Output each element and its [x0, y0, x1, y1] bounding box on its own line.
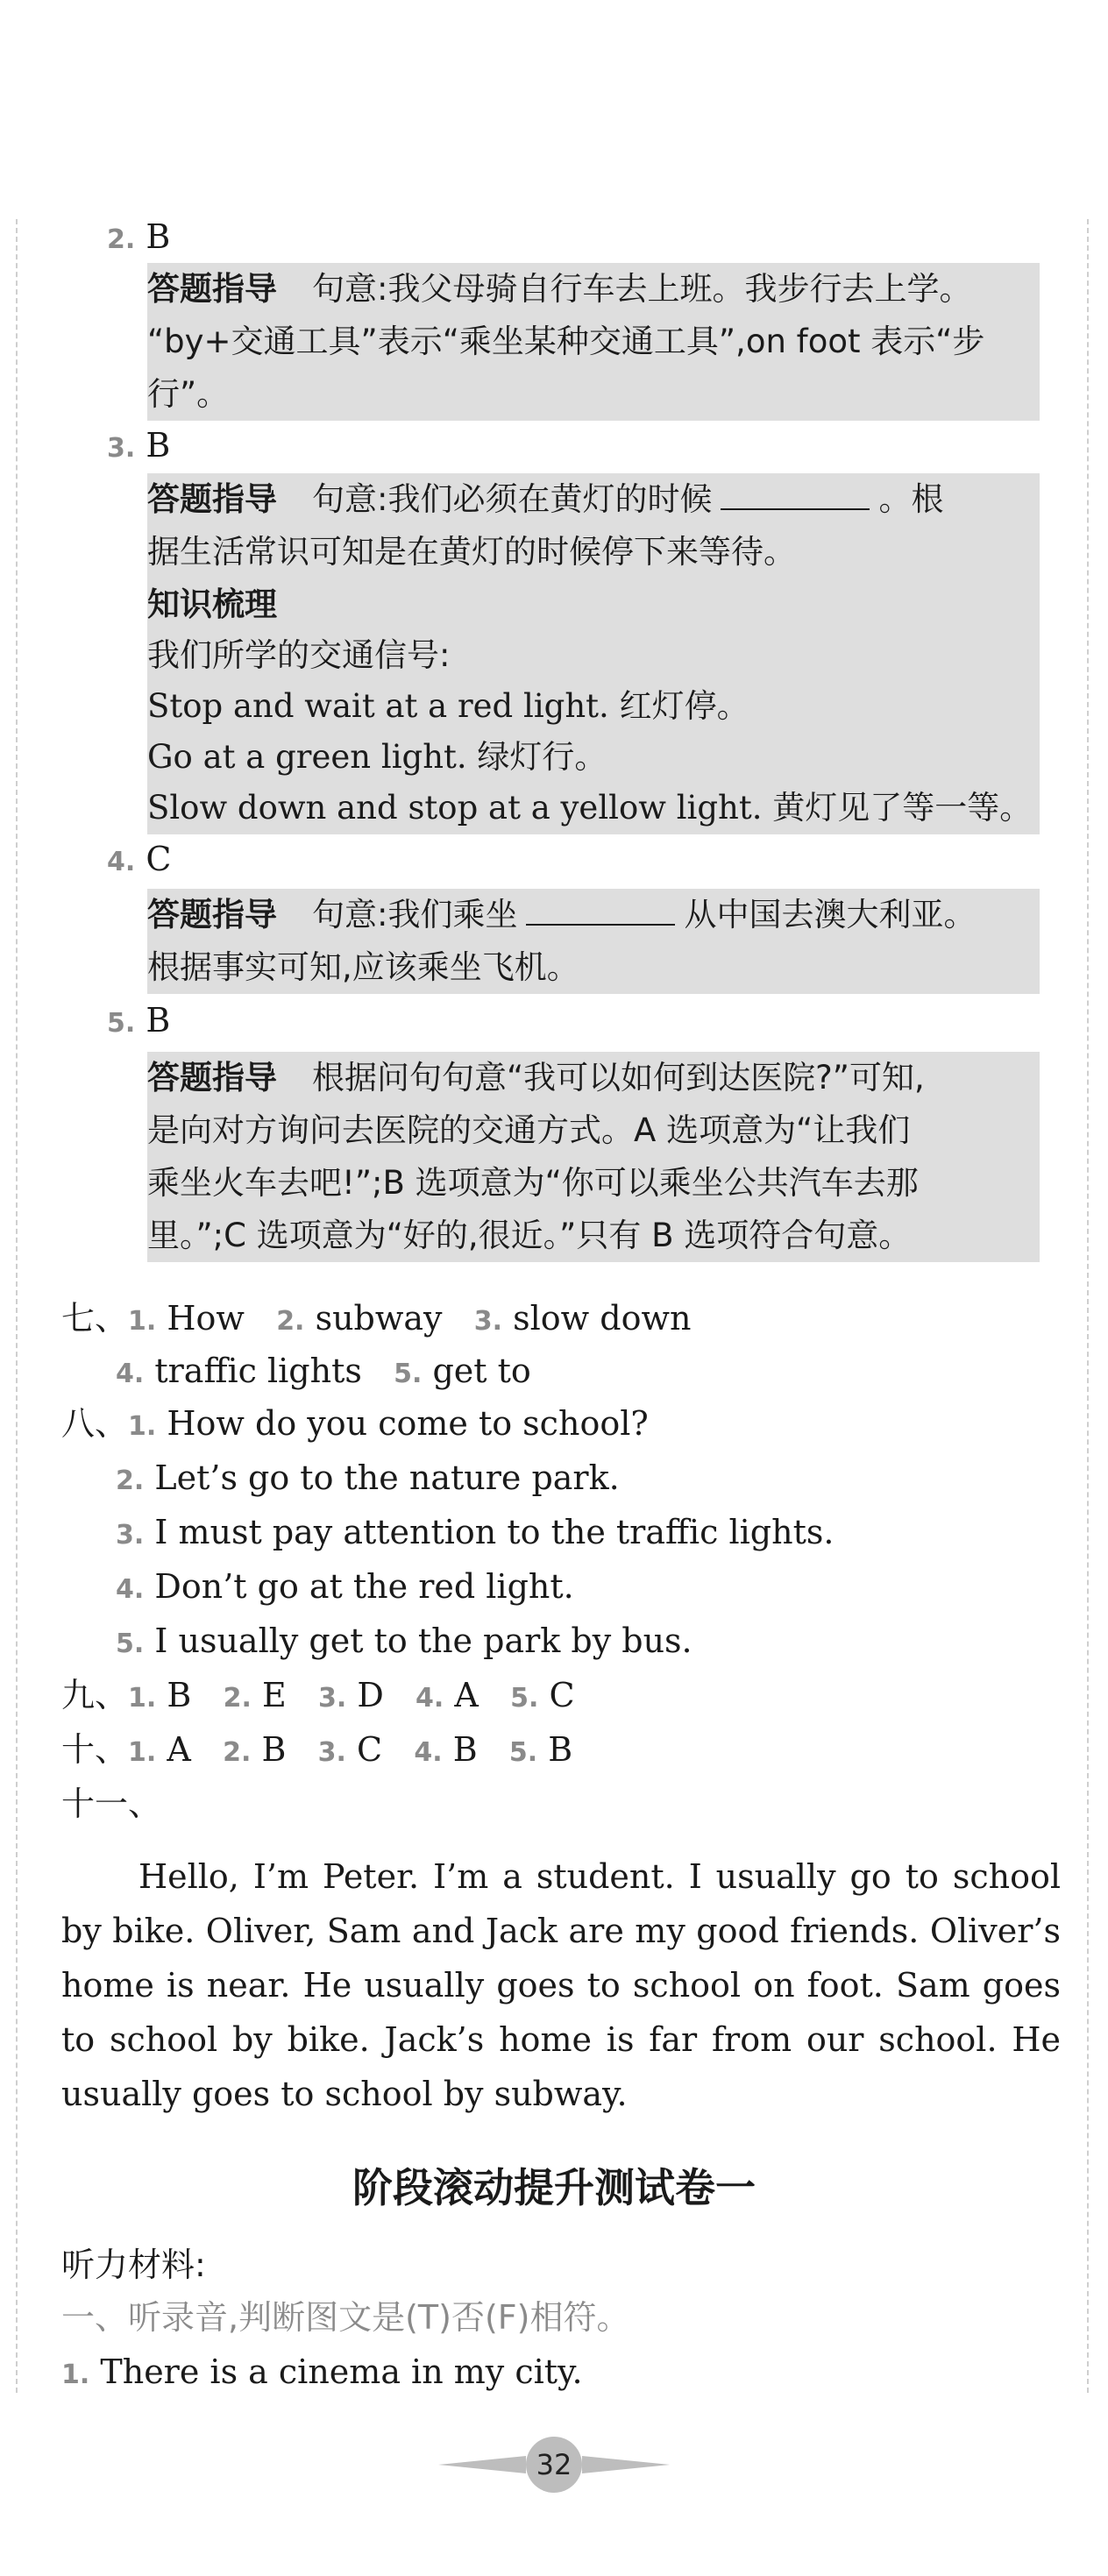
- section-label: 十、: [61, 1730, 129, 1769]
- knowledge-line: Go at a green light. 绿灯行。: [147, 738, 607, 776]
- item-number: 1.: [128, 1411, 157, 1442]
- answer: get to: [432, 1352, 531, 1390]
- guide-text: 从中国去澳大利亚。: [684, 896, 977, 933]
- guide-line: 根据事实可知,应该乘坐飞机。: [147, 948, 579, 986]
- answer: B: [548, 1730, 573, 1769]
- answer-sentence: I usually get to the park by bus.: [154, 1622, 692, 1660]
- guide-box-q2: [147, 263, 1040, 421]
- item-number: 4.: [416, 1683, 444, 1714]
- guide-line: 里。”;C 选项意为“好的,很近。”只有 B 选项符合句意。: [147, 1217, 912, 1254]
- item-number: 1.: [128, 1683, 157, 1714]
- knowledge-tag: 知识梳理: [147, 585, 277, 623]
- guide-text: 句意:我们必须在黄灯的时候: [312, 480, 713, 518]
- answer: C: [549, 1676, 575, 1714]
- guide-line: “by+交通工具”表示“乘坐某种交通工具”,on foot 表示“步: [147, 323, 985, 360]
- guide-line: 行”。: [147, 375, 230, 413]
- answer-q5: [107, 999, 170, 1045]
- item-number: 3.: [116, 1520, 145, 1551]
- section10-row: [61, 1728, 572, 1774]
- answer: D: [357, 1676, 384, 1714]
- guide-text: 根据问句句意“我可以如何到达医院?”可知,: [312, 1059, 925, 1096]
- item-number: 2.: [116, 1465, 145, 1496]
- item-number: 4.: [116, 1574, 145, 1605]
- page-number: 32: [526, 2437, 582, 2493]
- guide-text: 句意:我们乘坐: [312, 896, 518, 933]
- answer-letter: B: [146, 1001, 171, 1040]
- guide-tag: 答题指导: [147, 1059, 277, 1096]
- fill-blank: [721, 479, 870, 510]
- answer-q3: [107, 424, 170, 470]
- section11-label: 十一、: [61, 1785, 162, 1823]
- item-number: 1.: [61, 2360, 90, 2390]
- guide-text: 句意:我父母骑自行车去上班。我步行去上学。: [312, 270, 972, 308]
- item-number: 2.: [223, 1737, 252, 1768]
- item-number: 5.: [510, 1683, 539, 1714]
- answer-letter: B: [146, 217, 171, 256]
- section8-row2: [116, 1457, 620, 1502]
- guide-tag: 答题指导: [147, 896, 277, 933]
- answer-q4: [107, 838, 171, 884]
- answer-letter: C: [146, 840, 172, 878]
- item-number: 5.: [116, 1629, 145, 1659]
- answer: subway: [315, 1299, 443, 1338]
- section8-row3: [116, 1511, 834, 1557]
- guide-tag: 答题指导: [147, 270, 277, 308]
- section8-row1: [61, 1402, 649, 1448]
- guide-line: [147, 263, 971, 316]
- section9-row: [61, 1674, 575, 1720]
- knowledge-line: Stop and wait at a red light. 红灯停。: [147, 687, 749, 725]
- section-heading: 阶段滚动提升测试卷一: [352, 2164, 756, 2211]
- answer: C: [357, 1730, 383, 1769]
- guide-text: 。根: [878, 480, 944, 518]
- listening-part1: 一、听录音,判断图文是(T)否(F)相符。: [61, 2298, 630, 2337]
- page-border-right: [1087, 219, 1089, 2393]
- section11-passage: Hello, I’m Peter. I’m a student. I usually go to school by bike. Oliver, Sam and Jack are my good friends. Oliver’s home is near. He usually goes to school on foot. Sam goes to school by bike. Jack’s home is far from our school. He usually goes to school by subway.: [61, 1857, 1061, 2113]
- answer-q2: [107, 216, 170, 261]
- section-label: 八、: [61, 1404, 129, 1443]
- guide-line: [147, 1052, 925, 1104]
- item-number: 2.: [223, 1683, 252, 1714]
- item-number: 3.: [473, 1306, 503, 1337]
- page-border-left: [16, 219, 18, 2393]
- answer: How: [167, 1299, 245, 1338]
- item-number: 3.: [107, 433, 136, 464]
- guide-line: 据生活常识可知是在黄灯的时候停下来等待。: [147, 533, 796, 571]
- guide-box-q3: [147, 473, 1040, 834]
- answer: A: [454, 1676, 479, 1714]
- item-number: 5.: [394, 1359, 423, 1389]
- item-number: 2.: [107, 224, 136, 255]
- item-number: 5.: [107, 1008, 136, 1039]
- guide-line: 是向对方询问去医院的交通方式。A 选项意为“让我们: [147, 1111, 911, 1149]
- item-number: 1.: [128, 1737, 157, 1768]
- item-number: 4.: [107, 847, 136, 877]
- answer-sentence: How do you come to school?: [167, 1404, 649, 1443]
- section7-row1: [61, 1297, 691, 1343]
- guide-box-q4: [147, 889, 1040, 994]
- guide-line: [147, 473, 943, 526]
- item-number: 2.: [276, 1306, 305, 1337]
- section-label: 七、: [61, 1299, 129, 1338]
- answer-sentence: Let’s go to the nature park.: [154, 1458, 620, 1497]
- answer: B: [167, 1676, 192, 1714]
- listening-sentence: There is a cinema in my city.: [100, 2352, 583, 2391]
- fill-blank: [526, 894, 675, 926]
- answer-sentence: Don’t go at the red light.: [154, 1567, 574, 1606]
- answer-sentence: I must pay attention to the traffic lights.: [154, 1513, 835, 1551]
- item-number: 1.: [128, 1306, 157, 1337]
- guide-tag: 答题指导: [147, 480, 277, 518]
- item-number: 4.: [116, 1359, 145, 1389]
- answer: slow down: [513, 1299, 692, 1338]
- guide-box-q5: [147, 1052, 1040, 1262]
- section-label: 九、: [61, 1676, 129, 1714]
- answer-letter: B: [146, 426, 171, 465]
- section8-row4: [116, 1565, 574, 1611]
- item-number: 3.: [317, 1683, 347, 1714]
- guide-line: 乘坐火车去吧!”;B 选项意为“你可以乘坐公共汽车去那: [147, 1164, 919, 1202]
- listening-label: 听力材料:: [61, 2246, 206, 2284]
- section7-row2: [116, 1350, 531, 1395]
- answer: E: [261, 1676, 287, 1714]
- knowledge-line: 我们所学的交通信号:: [147, 636, 451, 674]
- knowledge-line: Slow down and stop at a yellow light. 黄灯见了等一等。: [147, 789, 1033, 827]
- item-number: 4.: [414, 1737, 443, 1768]
- answer: B: [452, 1730, 478, 1769]
- page-number-ornament: [438, 2437, 670, 2498]
- item-number: 3.: [317, 1737, 346, 1768]
- section8-row5: [116, 1620, 692, 1665]
- guide-line: [147, 889, 976, 941]
- answer: A: [167, 1730, 191, 1769]
- answer: B: [261, 1730, 287, 1769]
- answer: traffic lights: [154, 1352, 362, 1390]
- listening-item1: [61, 2351, 583, 2396]
- item-number: 5.: [508, 1737, 538, 1768]
